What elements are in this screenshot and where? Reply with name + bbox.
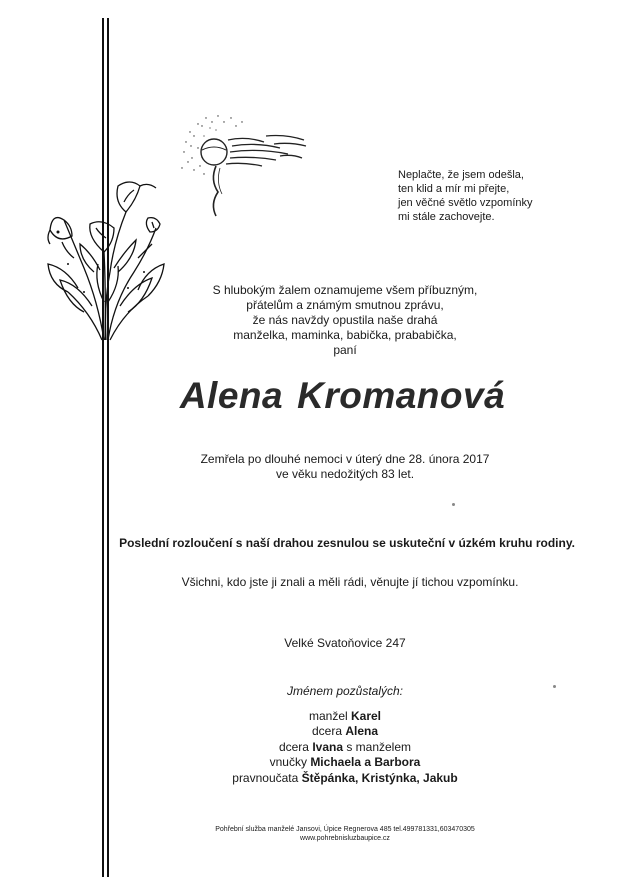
- mourner-relation: vnučky: [269, 755, 311, 769]
- mourner-row: [230, 755, 460, 771]
- mourner-names: Ivana: [312, 739, 343, 754]
- death-notice: [180, 452, 510, 482]
- calla-lily-bouquet-icon: [44, 172, 166, 344]
- mourners: [230, 684, 460, 786]
- funeral-service-website: www.pohrebnisluzbaupice.cz: [300, 835, 390, 842]
- deceased-first-name: Alena: [179, 375, 284, 416]
- mourners-intro: Jménem pozůstalých:: [286, 684, 404, 698]
- mourner-names: Štěpánka, Kristýnka, Jakub: [301, 770, 458, 785]
- setting-sun-icon: [176, 108, 311, 223]
- announcement-line: že nás navždy opustila naše drahá: [252, 313, 438, 327]
- mourner-names: Alena: [345, 724, 379, 738]
- farewell-notice: Poslední rozloučení s naší drahou zesnulou se uskuteční v úzkém kruhu rodiny.: [119, 536, 575, 550]
- mourner-names: Karel: [351, 708, 382, 723]
- speck: [553, 685, 556, 688]
- mourner-row: [230, 724, 460, 740]
- remembrance-text: Všichni, kdo jste ji znali a měli rádi, věnujte jí tichou vzpomínku.: [181, 575, 519, 589]
- mourner-row: [230, 740, 460, 756]
- poem-line: mi stále zachovejte.: [398, 211, 495, 223]
- mourner-names: Michaela a Barbora: [310, 755, 421, 769]
- vertical-line-left: [102, 18, 104, 877]
- poem-line: ten klid a mír mi přejte,: [398, 183, 510, 195]
- deceased-name: [120, 375, 565, 417]
- poem: [398, 168, 558, 224]
- announcement: [190, 283, 500, 358]
- poem-line: jen věčné světlo vzpomínky: [398, 197, 533, 209]
- announcement-line: paní: [333, 343, 357, 357]
- death-notice-line: Zemřela po dlouhé nemoci v úterý dne 28. února 2017: [200, 452, 490, 466]
- mourner-relation: dcera: [278, 739, 313, 754]
- vertical-line-right: [107, 18, 109, 877]
- mourner-relation: dcera: [311, 724, 346, 738]
- mourner-row: [230, 709, 460, 725]
- funeral-service-info: Pohřební služba manželé Jansovi, Úpice Regnerova 485 tel.499781331,603470305: [215, 826, 475, 833]
- announcement-line: manželka, maminka, babička, prababička,: [233, 328, 457, 342]
- poem-line: Neplačte, že jsem odešla,: [398, 169, 524, 181]
- mourner-suffix: s manželem: [343, 739, 412, 754]
- death-notice-line: ve věku nedožitých 83 let.: [275, 467, 415, 481]
- announcement-line: přátelům a známým smutnou zprávu,: [246, 298, 444, 312]
- mourner-relation: manžel: [308, 708, 351, 723]
- announcement-line: S hlubokým žalem oznamujeme všem příbuzným,: [212, 283, 478, 297]
- deceased-last-name: Kromanová: [297, 375, 506, 416]
- footer: [150, 825, 540, 843]
- address: Velké Svatoňovice 247: [284, 636, 406, 650]
- mourner-relation: pravnoučata: [232, 770, 302, 785]
- mourner-row: [230, 771, 460, 787]
- speck: [452, 503, 455, 506]
